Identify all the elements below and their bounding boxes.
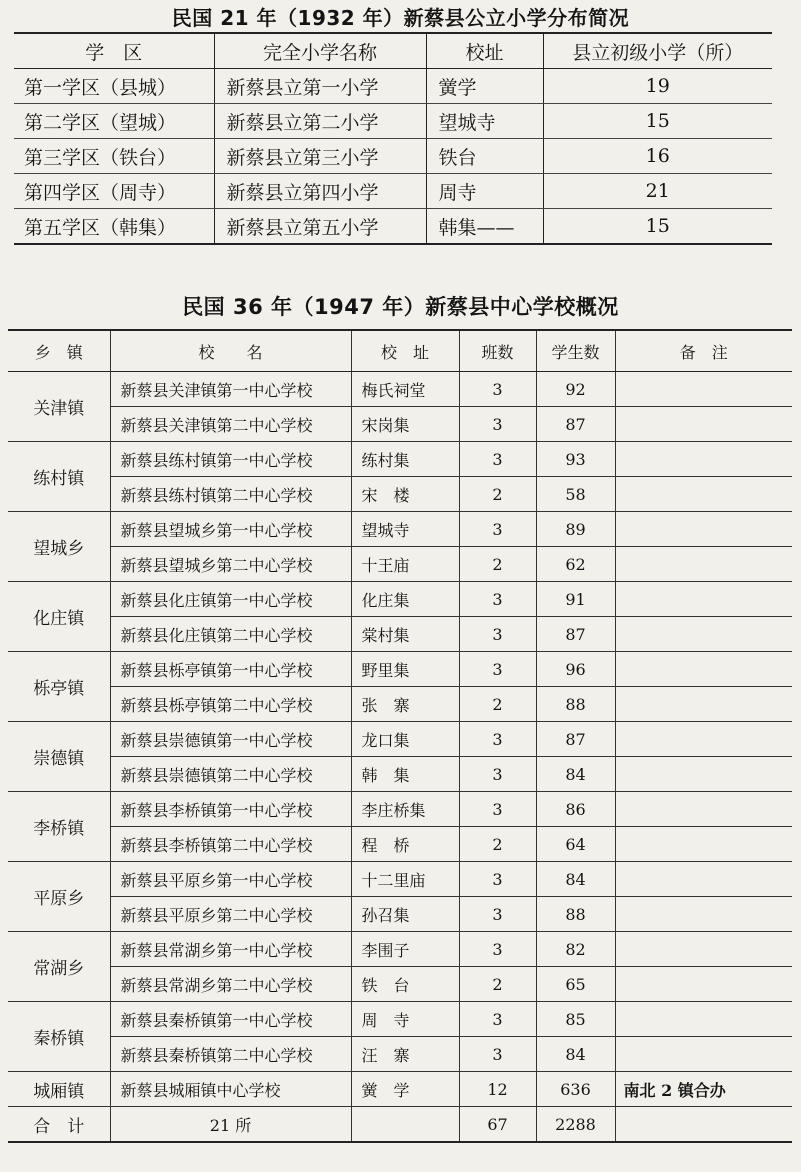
note-cell bbox=[615, 757, 792, 792]
address-cell: 铁 台 bbox=[351, 967, 459, 1002]
table2-row bbox=[8, 407, 792, 442]
classes-cell: 3 bbox=[459, 512, 536, 547]
school-name-cell: 新蔡县练村镇第二中心学校 bbox=[110, 477, 351, 512]
table2-row bbox=[8, 932, 792, 967]
school-name-cell: 新蔡县立第二小学 bbox=[214, 104, 426, 139]
table2-header-notes: 备 注 bbox=[615, 330, 792, 372]
total-label: 合 计 bbox=[8, 1107, 110, 1143]
table1-header-address: 校址 bbox=[426, 33, 543, 69]
classes-cell: 2 bbox=[459, 547, 536, 582]
note-cell bbox=[615, 1002, 792, 1037]
students-cell: 62 bbox=[536, 547, 615, 582]
students-cell: 88 bbox=[536, 687, 615, 722]
school-name-cell: 新蔡县立第五小学 bbox=[214, 209, 426, 245]
students-cell: 88 bbox=[536, 897, 615, 932]
note-cell bbox=[615, 722, 792, 757]
address-cell: 十二里庙 bbox=[351, 862, 459, 897]
total-classes: 67 bbox=[459, 1107, 536, 1143]
note-cell bbox=[615, 442, 792, 477]
table2-row bbox=[8, 1037, 792, 1072]
table2-row bbox=[8, 827, 792, 862]
classes-cell: 3 bbox=[459, 722, 536, 757]
school-name-cell: 新蔡县秦桥镇第二中心学校 bbox=[110, 1037, 351, 1072]
town-cell: 崇德镇 bbox=[8, 722, 110, 792]
district-cell: 第三学区（铁台） bbox=[14, 139, 214, 174]
students-cell: 89 bbox=[536, 512, 615, 547]
school-name-cell: 新蔡县关津镇第一中心学校 bbox=[110, 372, 351, 407]
address-cell: 周 寺 bbox=[351, 1002, 459, 1037]
note-cell bbox=[615, 827, 792, 862]
address-cell: 汪 寨 bbox=[351, 1037, 459, 1072]
table2-header-classes: 班数 bbox=[459, 330, 536, 372]
address-cell: 练村集 bbox=[351, 442, 459, 477]
students-cell: 96 bbox=[536, 652, 615, 687]
school-count-cell: 19 bbox=[543, 69, 772, 104]
school-name-cell: 新蔡县立第三小学 bbox=[214, 139, 426, 174]
school-name-cell: 新蔡县李桥镇第二中心学校 bbox=[110, 827, 351, 862]
school-name-cell: 新蔡县秦桥镇第一中心学校 bbox=[110, 1002, 351, 1037]
district-cell: 第四学区（周寺） bbox=[14, 174, 214, 209]
note-cell bbox=[615, 652, 792, 687]
school-name-cell: 新蔡县李桥镇第一中心学校 bbox=[110, 792, 351, 827]
address-cell: 孙召集 bbox=[351, 897, 459, 932]
table2-row bbox=[8, 722, 792, 757]
table1-header-row bbox=[14, 33, 772, 69]
district-cell: 第二学区（望城） bbox=[14, 104, 214, 139]
students-cell: 86 bbox=[536, 792, 615, 827]
table2-row bbox=[8, 512, 792, 547]
table2-header-row bbox=[8, 330, 792, 372]
classes-cell: 3 bbox=[459, 1002, 536, 1037]
classes-cell: 2 bbox=[459, 967, 536, 1002]
school-name-cell: 新蔡县崇德镇第一中心学校 bbox=[110, 722, 351, 757]
table1-row bbox=[14, 209, 772, 245]
school-count-cell: 15 bbox=[543, 209, 772, 245]
school-count-cell: 15 bbox=[543, 104, 772, 139]
classes-cell: 3 bbox=[459, 757, 536, 792]
address-cell: 梅氏祠堂 bbox=[351, 372, 459, 407]
address-cell: 韩集—— bbox=[426, 209, 543, 245]
table2-row bbox=[8, 652, 792, 687]
students-cell: 92 bbox=[536, 372, 615, 407]
town-cell: 望城乡 bbox=[8, 512, 110, 582]
town-cell: 城厢镇 bbox=[8, 1072, 110, 1107]
table2-row bbox=[8, 792, 792, 827]
school-name-cell: 新蔡县练村镇第一中心学校 bbox=[110, 442, 351, 477]
school-name-cell: 新蔡县常湖乡第二中心学校 bbox=[110, 967, 351, 1002]
table2-row bbox=[8, 1002, 792, 1037]
table2-header-students: 学生数 bbox=[536, 330, 615, 372]
table-1947-central-schools bbox=[8, 329, 792, 1143]
classes-cell: 3 bbox=[459, 932, 536, 967]
table2-row bbox=[8, 442, 792, 477]
address-cell: 望城寺 bbox=[426, 104, 543, 139]
address-cell: 周寺 bbox=[426, 174, 543, 209]
note-cell bbox=[615, 617, 792, 652]
town-cell: 秦桥镇 bbox=[8, 1002, 110, 1072]
address-cell: 化庄集 bbox=[351, 582, 459, 617]
note-cell bbox=[615, 407, 792, 442]
note-cell bbox=[615, 967, 792, 1002]
classes-cell: 3 bbox=[459, 442, 536, 477]
table1-header-count: 县立初级小学（所） bbox=[543, 33, 772, 69]
classes-cell: 3 bbox=[459, 652, 536, 687]
classes-cell: 12 bbox=[459, 1072, 536, 1107]
school-count-cell: 16 bbox=[543, 139, 772, 174]
classes-cell: 3 bbox=[459, 792, 536, 827]
address-cell: 程 桥 bbox=[351, 827, 459, 862]
table2-row bbox=[8, 967, 792, 1002]
note-cell bbox=[615, 932, 792, 967]
table2-row bbox=[8, 862, 792, 897]
note-cell bbox=[615, 687, 792, 722]
note-cell bbox=[615, 792, 792, 827]
table2-row bbox=[8, 897, 792, 932]
classes-cell: 2 bbox=[459, 827, 536, 862]
address-cell: 黉 学 bbox=[351, 1072, 459, 1107]
address-cell: 十王庙 bbox=[351, 547, 459, 582]
school-name-cell: 新蔡县平原乡第二中心学校 bbox=[110, 897, 351, 932]
table-1932-primary-schools bbox=[14, 32, 772, 245]
district-cell: 第五学区（韩集） bbox=[14, 209, 214, 245]
note-cell bbox=[615, 372, 792, 407]
address-cell: 望城寺 bbox=[351, 512, 459, 547]
address-cell: 张 寨 bbox=[351, 687, 459, 722]
students-cell: 82 bbox=[536, 932, 615, 967]
table2-header-address: 校 址 bbox=[351, 330, 459, 372]
school-name-cell: 新蔡县望城乡第二中心学校 bbox=[110, 547, 351, 582]
table2-row bbox=[8, 372, 792, 407]
classes-cell: 3 bbox=[459, 897, 536, 932]
school-name-cell: 新蔡县化庄镇第一中心学校 bbox=[110, 582, 351, 617]
school-name-cell: 新蔡县城厢镇中心学校 bbox=[110, 1072, 351, 1107]
table2-row bbox=[8, 687, 792, 722]
table2-row bbox=[8, 757, 792, 792]
classes-cell: 3 bbox=[459, 407, 536, 442]
students-cell: 84 bbox=[536, 757, 615, 792]
note-cell bbox=[615, 897, 792, 932]
classes-cell: 3 bbox=[459, 617, 536, 652]
table2-total-row bbox=[8, 1107, 792, 1143]
table1-row bbox=[14, 69, 772, 104]
table1-header-school: 完全小学名称 bbox=[214, 33, 426, 69]
town-cell: 李桥镇 bbox=[8, 792, 110, 862]
school-name-cell: 新蔡县常湖乡第一中心学校 bbox=[110, 932, 351, 967]
classes-cell: 2 bbox=[459, 687, 536, 722]
school-count-cell: 21 bbox=[543, 174, 772, 209]
table2-header-school: 校 名 bbox=[110, 330, 351, 372]
table2-row bbox=[8, 582, 792, 617]
town-cell: 平原乡 bbox=[8, 862, 110, 932]
table1-row bbox=[14, 139, 772, 174]
school-name-cell: 新蔡县崇德镇第二中心学校 bbox=[110, 757, 351, 792]
total-note bbox=[615, 1107, 792, 1143]
students-cell: 87 bbox=[536, 722, 615, 757]
table1-header-district: 学 区 bbox=[14, 33, 214, 69]
table2-row bbox=[8, 547, 792, 582]
school-name-cell: 新蔡县栎亭镇第二中心学校 bbox=[110, 687, 351, 722]
address-cell: 李庄桥集 bbox=[351, 792, 459, 827]
table2-row bbox=[8, 617, 792, 652]
students-cell: 87 bbox=[536, 617, 615, 652]
table2-row bbox=[8, 477, 792, 512]
note-cell bbox=[615, 1037, 792, 1072]
address-cell: 棠村集 bbox=[351, 617, 459, 652]
school-name-cell: 新蔡县平原乡第一中心学校 bbox=[110, 862, 351, 897]
total-address bbox=[351, 1107, 459, 1143]
students-cell: 64 bbox=[536, 827, 615, 862]
table1-row bbox=[14, 174, 772, 209]
address-cell: 韩 集 bbox=[351, 757, 459, 792]
note-cell bbox=[615, 477, 792, 512]
address-cell: 黉学 bbox=[426, 69, 543, 104]
students-cell: 85 bbox=[536, 1002, 615, 1037]
classes-cell: 2 bbox=[459, 477, 536, 512]
table1-body bbox=[14, 69, 772, 245]
town-cell: 练村镇 bbox=[8, 442, 110, 512]
school-name-cell: 新蔡县栎亭镇第一中心学校 bbox=[110, 652, 351, 687]
classes-cell: 3 bbox=[459, 862, 536, 897]
note-cell bbox=[615, 512, 792, 547]
students-cell: 93 bbox=[536, 442, 615, 477]
school-name-cell: 新蔡县立第一小学 bbox=[214, 69, 426, 104]
students-cell: 636 bbox=[536, 1072, 615, 1107]
classes-cell: 3 bbox=[459, 372, 536, 407]
table1-title: 民国 21 年（1932 年）新蔡县公立小学分布简况 bbox=[171, 6, 630, 30]
address-cell: 龙口集 bbox=[351, 722, 459, 757]
table2-title: 民国 36 年（1947 年）新蔡县中心学校概况 bbox=[182, 295, 619, 319]
address-cell: 李围子 bbox=[351, 932, 459, 967]
address-cell: 野里集 bbox=[351, 652, 459, 687]
table2-body bbox=[8, 372, 792, 1143]
students-cell: 87 bbox=[536, 407, 615, 442]
school-name-cell: 新蔡县关津镇第二中心学校 bbox=[110, 407, 351, 442]
students-cell: 84 bbox=[536, 1037, 615, 1072]
town-cell: 化庄镇 bbox=[8, 582, 110, 652]
school-name-cell: 新蔡县立第四小学 bbox=[214, 174, 426, 209]
total-schools: 21 所 bbox=[110, 1107, 351, 1143]
address-cell: 铁台 bbox=[426, 139, 543, 174]
town-cell: 常湖乡 bbox=[8, 932, 110, 1002]
town-cell: 栎亭镇 bbox=[8, 652, 110, 722]
table2-header-town: 乡 镇 bbox=[8, 330, 110, 372]
district-cell: 第一学区（县城） bbox=[14, 69, 214, 104]
address-cell: 宋岗集 bbox=[351, 407, 459, 442]
classes-cell: 3 bbox=[459, 582, 536, 617]
students-cell: 84 bbox=[536, 862, 615, 897]
school-name-cell: 新蔡县望城乡第一中心学校 bbox=[110, 512, 351, 547]
students-cell: 91 bbox=[536, 582, 615, 617]
table2-row bbox=[8, 1072, 792, 1107]
address-cell: 宋 楼 bbox=[351, 477, 459, 512]
note-cell bbox=[615, 862, 792, 897]
note-cell: 南北 2 镇合办 bbox=[615, 1072, 792, 1107]
students-cell: 58 bbox=[536, 477, 615, 512]
school-name-cell: 新蔡县化庄镇第二中心学校 bbox=[110, 617, 351, 652]
note-cell bbox=[615, 547, 792, 582]
table1-row bbox=[14, 104, 772, 139]
classes-cell: 3 bbox=[459, 1037, 536, 1072]
total-students: 2288 bbox=[536, 1107, 615, 1143]
town-cell: 关津镇 bbox=[8, 372, 110, 442]
note-cell bbox=[615, 582, 792, 617]
students-cell: 65 bbox=[536, 967, 615, 1002]
